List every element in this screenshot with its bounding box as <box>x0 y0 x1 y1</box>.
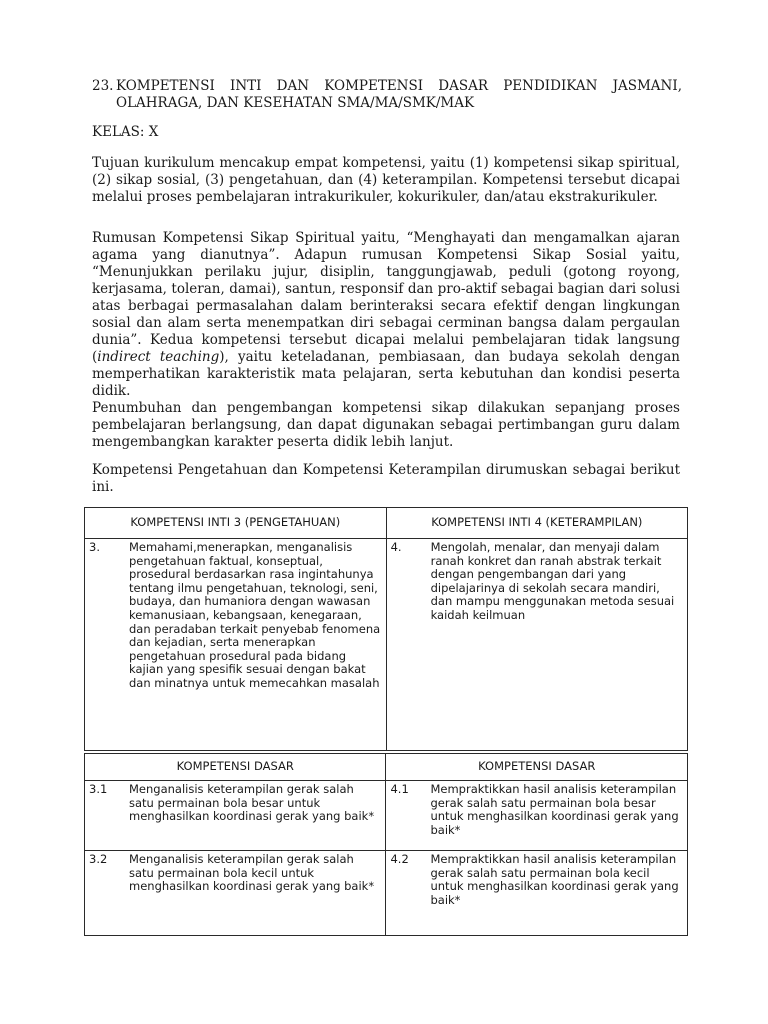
table-row <box>85 851 688 936</box>
basic-competency-cell <box>386 781 688 851</box>
core-competency-4-text: Mengolah, menalar, dan menyaji dalam ranah konkret dan ranah abstrak terkait dengan pengembangan dari yang dipelajarinya di sekolah secara mandiri, dan mampu menggunakan metoda sesuai kaidah keilmuan <box>430 540 675 622</box>
item-number: 4.1 <box>390 782 409 796</box>
item-number: 4.2 <box>390 852 409 866</box>
paragraph-attitude-development: Penumbuhan dan pengembangan kompetensi sikap dilakukan sepanjang proses pembelajaran berlangsung, dan dapat digunakan sebagai pertimbangan guru dalam mengembangkan karakter peserta didik lebih lanjut. <box>92 400 680 450</box>
basic-competency-header-left: KOMPETENSI DASAR <box>85 754 386 781</box>
section-heading <box>92 78 682 112</box>
core-competency-table <box>84 507 688 751</box>
core-competency-4-header: KOMPETENSI INTI 4 (KETERAMPILAN) <box>386 508 687 539</box>
basic-competency-cell <box>85 781 386 851</box>
paragraph-knowledge-skills-intro: Kompetensi Pengetahuan dan Kompetensi Keterampilan dirumuskan sebagai berikut ini. <box>92 462 680 495</box>
heading-line-1: KOMPETENSI INTI DAN KOMPETENSI DASAR PENDIDIKAN JASMANI, <box>116 78 682 94</box>
paragraph-attitude-competencies <box>92 230 680 400</box>
basic-competency-cell <box>85 851 386 936</box>
basic-competency-text: Menganalisis keterampilan gerak salah satu permainan bola kecil untuk menghasilkan koordinasi gerak yang baik* <box>129 852 375 894</box>
core-competency-3-text: Memahami,menerapkan, menganalisis pengetahuan faktual, konseptual, prosedural berdasarkan rasa ingintahunya tentang ilmu pengetahuan, teknologi, seni, budaya, dan humaniora dengan wawasan kemanusiaan, kebangsaan, kenegaraan, dan peradaban terkait penyebab fenomena dan kejadian, serta menerapkan pengetahuan prosedural pada bidang kajian yang spesifik sesuai dengan bakat dan minatnya untuk memecahkan masalah <box>129 540 381 690</box>
item-number: 3. <box>89 540 100 554</box>
section-number: 23. <box>92 78 114 94</box>
basic-competency-text: Mempraktikkan hasil analisis keterampilan gerak salah satu permainan bola kecil untuk menghasilkan koordinasi gerak yang baik* <box>430 852 679 907</box>
table-row <box>85 781 688 851</box>
basic-competency-header-right: KOMPETENSI DASAR <box>386 754 688 781</box>
basic-competency-table <box>84 753 688 936</box>
heading-line-2: OLAHRAGA, DAN KESEHATAN SMA/MA/SMK/MAK <box>116 95 475 111</box>
core-competency-4-cell <box>386 539 687 751</box>
paragraph-2-text-a: Rumusan Kompetensi Sikap Spiritual yaitu, “Menghayati dan mengamalkan ajaran agama yang dianutnya”. Adapun rumusan Kompetensi Sikap Sosial yaitu, “Menunjukkan perilaku jujur, disiplin, tanggungjawab, peduli (gotong royong, kerjasama, toleran, damai), santun, responsif dan pro-aktif sebagai bagian dari solusi atas berbagai permasalahan dalam berinteraksi secara efektif dengan lingkungan sosial dan alam serta menempatkan diri sebagai cerminan bangsa dalam pergaulan dunia”. Kedua kompetensi tersebut dicapai melalui pembelajaran tidak langsung ( <box>92 230 680 365</box>
paragraph-2-italic-term: indirect teaching <box>97 349 220 365</box>
basic-competency-text: Mempraktikkan hasil analisis keterampilan gerak salah satu permainan bola besar untuk menghasilkan koordinasi gerak yang baik* <box>430 782 679 837</box>
basic-competency-text: Menganalisis keterampilan gerak salah satu permainan bola besar untuk menghasilkan koordinasi gerak yang baik* <box>129 782 375 824</box>
core-competency-3-header: KOMPETENSI INTI 3 (PENGETAHUAN) <box>85 508 387 539</box>
paragraph-2-text-b: ), yaitu keteladanan, pembiasaan, dan budaya sekolah dengan memperhatikan karakteristik mata pelajaran, serta kebutuhan dan kondisi peserta didik. <box>92 349 680 399</box>
paragraph-curriculum-goals: Tujuan kurikulum mencakup empat kompetensi, yaitu (1) kompetensi sikap spiritual, (2) sikap sosial, (3) pengetahuan, dan (4) keterampilan. Kompetensi tersebut dicapai melalui proses pembelajaran intrakurikuler, kokurikuler, dan/atau ekstrakurikuler. <box>92 155 680 205</box>
item-number: 3.2 <box>89 852 108 866</box>
item-number: 3.1 <box>89 782 108 796</box>
core-competency-3-cell <box>85 539 387 751</box>
item-number: 4. <box>390 540 402 554</box>
class-label: KELAS: X <box>92 124 159 140</box>
basic-competency-cell <box>386 851 688 936</box>
